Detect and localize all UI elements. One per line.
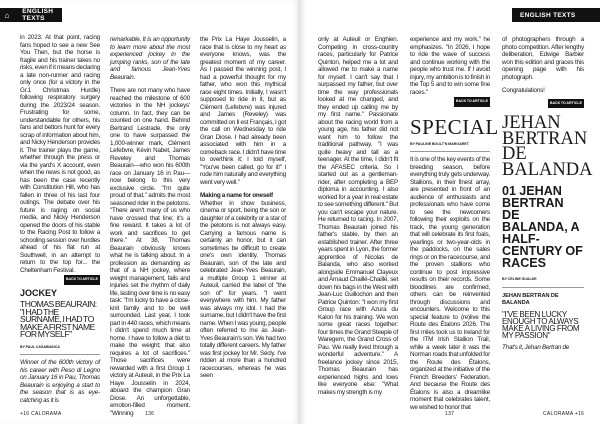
pull-quote: "I'VE BEEN LUCKY ENOUGH TO ALWAYS MAKE A LIVING FROM MY PASSION" [502, 309, 580, 341]
body-text: experience and my work," he emphasizes. "In 2026, I hope to ride the wave of success and continue working with the people who trust me. If I avoid injury, my ambition is to finish in the Top 5 and to win some fine races." [410, 36, 490, 96]
body-text: There are not many who have reached the milestone of 600 victories in the NH jockeys' column. In fact, they can be counted on one hand. Behind Bertrand Lestrade, the only one to have surpassed the 1,000-winner mark, Clément Lefebvre, Kévin Nabet, James Reveley and Thomas Beaurain—who won his 600th race on January 16 in Pau—now belong to this very exclusive circle. "I'm quite proud of that," admits the most seasoned rider in the pelotons. "There aren't many of us who have crossed that line; it's a fine reward. It takes a lot of work and sacrifices to get there." At 38, Thomas Beaurain obviously knows what he is talking about. In a profession as demanding as that of a NH jockey, where weight management, falls and injuries set the rhythm of daily life, lasting over time is no easy task: "I'm lucky to have a close-knit family and to be well surrounded. Last year, I took part in 440 races, which means I didn't spend much time at home. I have to follow a diet to make the weight; that also requires a lot of sacrifices." Those sacrifices were rewarded with a first Group 1 victory at Auteuil, in the Prix La Haye Jousselin in 2024, aboard the champion Gran Diose. An unforgettable, emotion-filled moment. "Winning [110, 87, 190, 417]
subheading: Making a name for oneself [200, 192, 273, 199]
page-number: 136 [145, 411, 155, 417]
article-title: JEHAN BERTRAN DE BALANDA [502, 113, 593, 180]
back-to-article-button[interactable]: BACK TO ARTICLE [548, 99, 584, 109]
home-icon[interactable]: ⌂ [4, 10, 10, 20]
body-text: only at Auteuil or Enghien. Competing in cross-country races, particularly for Patrice Quinton, helped me a lot and allowed me to make a name for myself. I can't say that I surpassed my father, but over time the way professionals looked at me changed, and they ended up calling me by my first name." Passionate about the racing world from a young age, his father did not want him to follow the traditional pathway. "I was quite heavy and tall as a teenager. At the time, I didn't fit the AFASEC criteria. So I started out as a gentleman-rider, after completing a BEP diploma in accounting. I also worked for a year in real estate to see something different." But you can't escape your nature. He returned to racing. In 2007, Thomas Beaurain joined his father's stable, by then an established trainer. After three years spent in Lyon, the former apprentice of Nicolas de Balanda, who also worked alongside Emmanuel Clayeux and Arnaud Chaillé-Chaillé, set down his bags in the West with Jean-Luc Guillochon and then Patrice Quinton: "I won my first Group race with Azura du Kalon for his training. We won some great races together: four times the Grand Steeple of Waregem, the Grand Cross of Pau. We really lived through a wonderful adventure." A freelance jockey since 2015, Thomas Beaurain has experienced highs and lows like everyone else: "What makes my strength is my [318, 36, 398, 396]
body-text: of photographers through a photo competition. After lengthy deliberation, Edwige Barbier won this edition and graces this opening page with his photograph. [502, 36, 584, 81]
byline: BY PAULINE BOULT'N MARGARET [410, 141, 490, 153]
body-text: Whether in show business, cinema or sport, being the son or daughter of a celebrity or a star of the pelotons is not always easy. Carrying a famous name is certainly an honor, but it can sometimes be difficult to create one's own identity. Thomas Beaurain, son of the late and celebrated Jean-Yves Beaurain, a multiple Group 1 winner at Auteuil, carried the label of "the son of" for years. "I went everywhere with him. My father was always my idol. I had the surname, but I didn't have the first name. When I was young, people often referred to me as Jean-Yves Beaurain's son. We had two totally different careers. My father was first jockey for Mr. Sécly. I've ridden at more than a hundred racecourses, whereas he was seen [200, 199, 286, 379]
column-1 [318, 36, 398, 402]
column-2 [410, 36, 499, 417]
page-number: 137 [445, 411, 455, 417]
body-text: It is one of the key events of the breeding season, before everything truly gets underway. Stallions, in their finest array, are presented in front of an audience of enthusiasts and professionals who have come to see the newcomers following their exploits on the track, the young generation that will celebrate its first foals, yearlings or two-year-olds in the paddocks, on the sales rings or on the racecourse, and the proven stallions who continue to post impressive results on their records. Some bloodlines are confirmed, others can be reinvented through discussions and encounters. Welcome to this special feature to (re)live the Route des Étalons 2026. The first miles took us to Ireland for the ITM Irish Stallion Trail, while a week later it was the Norman roads that unfolded for the Route des Étalons, organized at the initiative of the French Breeders' Federation. And because the Route des Étalons is also a dreamlike moment that celebrates talent, we wished to honor that [410, 156, 490, 411]
back-to-article-button[interactable]: BACK TO ARTICLE [64, 275, 100, 285]
subheading: JEHAN BERTRAN DE BALANDA [502, 292, 559, 306]
byline: BY PAUL CASABIANCA [20, 344, 100, 356]
special-title: SPECIAL [410, 114, 499, 139]
section-header [0, 8, 62, 22]
section-label: ENGLISH TEXTS [22, 8, 54, 22]
intro-text: That's it, Jehan Bertran de [502, 344, 570, 352]
body-text: the Prix La Haye Jousselin, a race that is close to my heart as everyone knows, was the greatest moment of my career. As I passed the winning post, I had a powerful thought for my father, who won this mythical race eight times. Initially, I wasn't supposed to ride in it, but as Clément (Lefebvre) was injured and James (Reveley) was committed on Il est Français, I got the call on Wednesday to ride Gran Diose. I had already been associated with him in a comeback race. I didn't have time to overthink it; I told myself, "You've been called, go for it!" I rode him naturally and everything went very well." [200, 36, 286, 186]
headline: 01 JEHAN BERTRAN DE BALANDA, A HALF-CENTURY OF RACES [502, 184, 583, 270]
congratulations-text: Congratulations! [502, 87, 545, 94]
column-3 [502, 36, 593, 352]
column-3 [200, 36, 286, 386]
column-1 [20, 34, 100, 404]
back-to-article-button[interactable]: BACK TO ARTICLE [454, 97, 490, 107]
byline: BY CÉLINE GUALDE [502, 276, 584, 288]
footer-magazine: CALORAMA +16 [543, 411, 585, 417]
footer-magazine: +16 CALORAMA [20, 411, 62, 417]
right-page [300, 0, 600, 424]
intro-text: remarkable. It is an opportunity to learn more about the most experienced jockey in the jumping ranks, son of the late and famous Jean-Yves Beaurain. [110, 36, 190, 81]
section-header [512, 8, 600, 22]
column-2 [110, 36, 190, 423]
section-label: ENGLISH TEXTS [520, 11, 576, 19]
section-heading: JOCKEY [20, 287, 58, 298]
article-title: THOMAS BEAURAIN: "I HAD THE SURNAME, I HAD TO MAKE A FIRST NAME FOR MYSELF" [20, 299, 97, 340]
intro-text: Winner of the 600th victory of his career with Peso di Legno on January 16 in Pau, Thomas Beaurain is enjoying a start to the season that is as eye-catching as it is [20, 359, 100, 404]
body-text: in 2023. At that point, racing fans hoped to see a new See You Then, but the horse is fragile and his trainer takes no risks, even if it means declaring a late non-runner and racing only once (for a victory in the Gr.1 Christmas Hurdle) following respiratory surgery during the 2023/24 season. Frustrating for some, understandable for others, his fans and bettors hunt for every scrap of information about him, and Nicky Henderson provides it. The trainer plays the game, whether through the press or via the yard's X account, even when the news is not good, as has been the case recently with Constitution Hill, who has fallen in three of his last four outings. The debate over his future is raging on social media, and Nicky Henderson opened the doors of his stable to the Racing Post to follow a schooling session over hurdles ahead of his flat run at Southwell, in an attempt to return to the top for... the Cheltenham Festival. [20, 34, 100, 274]
